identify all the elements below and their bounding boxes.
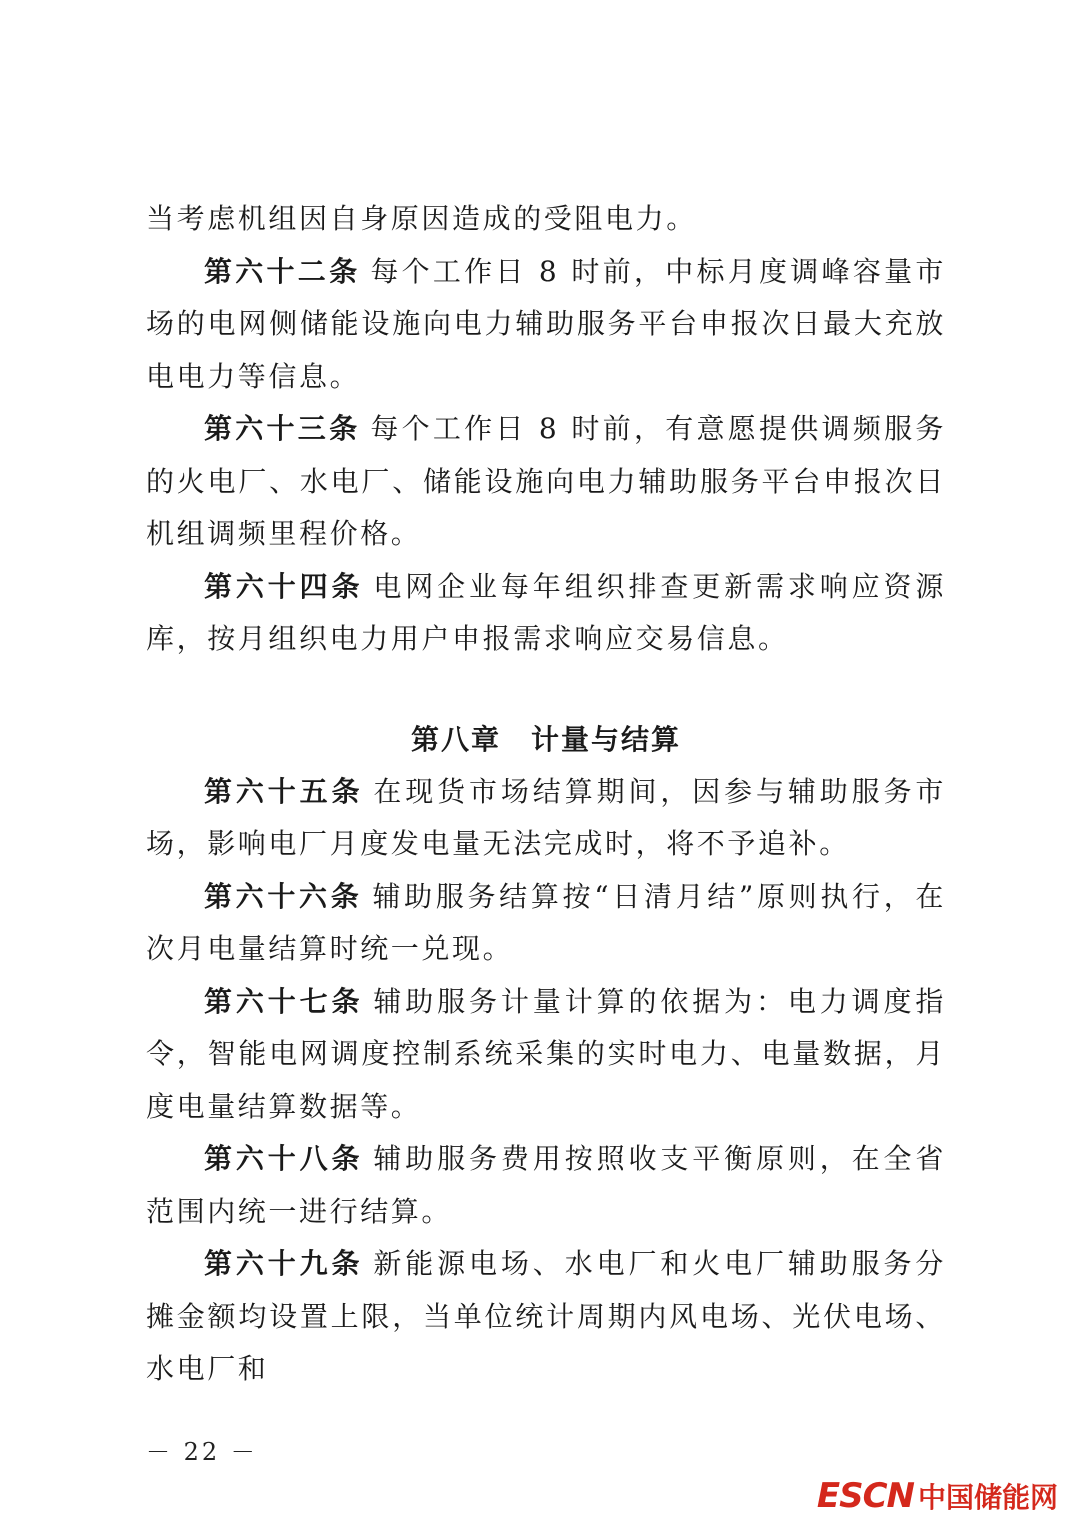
article-label: 第六十二条 (204, 254, 361, 288)
article-label: 第六十九条 (204, 1247, 364, 1280)
article-text: 新能源电场、水电厂和火电厂辅助服务分摊金额均设置上限，当单位统计周期内风电场、光伏电场、水电厂和 (146, 1247, 946, 1385)
article-64 (146, 561, 946, 666)
watermark-name: 中国储能网 (917, 1481, 1058, 1514)
article-text: 在现货市场结算期间，因参与辅助服务市场，影响电厂月度发电量无法完成时，将不予追补。 (146, 774, 946, 860)
article-text: 辅助服务计量计算的依据为：电力调度指令，智能电网调度控制系统采集的实时电力、电量数据，月度电量结算数据等。 (146, 984, 946, 1123)
article-label: 第六十八条 (204, 1142, 364, 1175)
article-text: 电网企业每年组织排查更新需求响应资源库，按月组织电力用户申报需求响应交易信息。 (146, 569, 946, 655)
document-body (146, 193, 946, 1396)
article-label: 第六十五条 (204, 774, 364, 808)
watermark-logo (817, 1476, 1058, 1516)
article-text: 每个工作日 8 时前，中标月度调峰容量市场的电网侧储能设施向电力辅助服务平台申报次日最大充放电电力等信息。 (146, 254, 946, 393)
article-label: 第六十七条 (204, 984, 364, 1018)
article-63 (146, 403, 946, 561)
page-number: － 22 － (146, 1438, 258, 1466)
article-text: 每个工作日 8 时前，有意愿提供调频服务的火电厂、水电厂、储能设施向电力辅助服务平台申报次日机组调频里程价格。 (146, 412, 946, 550)
continuation-paragraph: 当考虑机组因自身原因造成的受阻电力。 (146, 202, 697, 235)
article-65 (146, 766, 946, 871)
article-text: 辅助服务费用按照收支平衡原则，在全省范围内统一进行结算。 (146, 1142, 946, 1228)
chapter-heading: 第八章 计量与结算 (410, 722, 681, 756)
article-label: 第六十六条 (204, 879, 363, 913)
article-label: 第六十四条 (204, 569, 364, 603)
article-67 (146, 976, 946, 1134)
article-text: 辅助服务结算按“日清月结”原则执行，在次月电量结算时统一兑现。 (146, 879, 946, 965)
article-label: 第六十三条 (204, 412, 361, 445)
article-66 (146, 871, 946, 976)
article-68 (146, 1133, 946, 1238)
article-62 (146, 246, 946, 404)
article-69 (146, 1238, 946, 1396)
watermark-brand: ESCN (816, 1476, 914, 1516)
